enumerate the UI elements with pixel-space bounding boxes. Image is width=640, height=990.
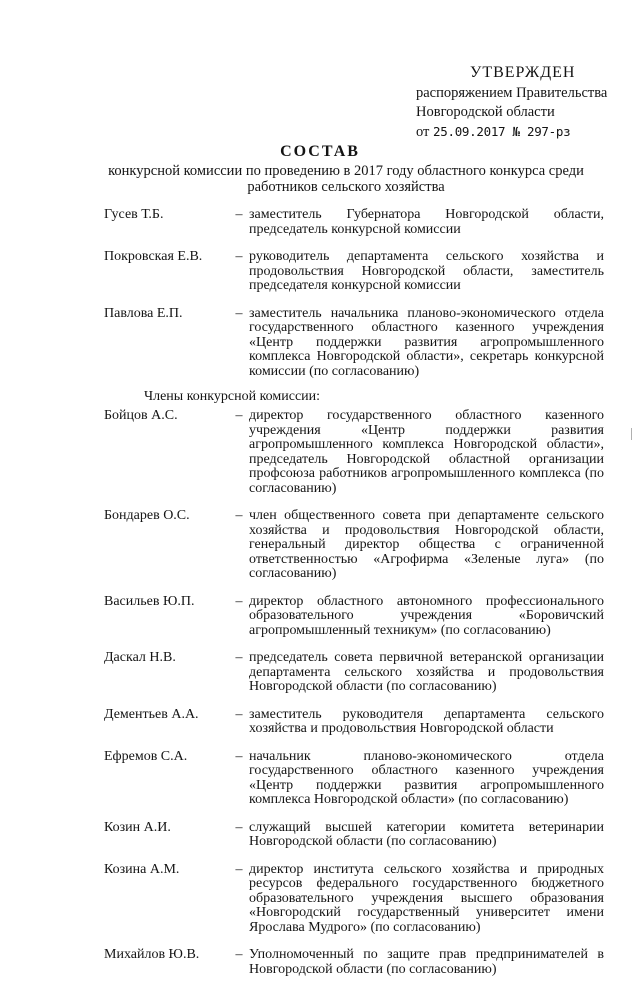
member-role: директор областного автономного профессионального образовательного учреждения «Боровичский агропромышленный техникум» (по согласованию) xyxy=(249,593,604,638)
member-name: Бойцов А.С. xyxy=(104,408,178,423)
member-row xyxy=(104,708,604,737)
approval-line-2: Новгородской области xyxy=(416,103,555,120)
member-role: директор института сельского хозяйства и природных ресурсов федерального государственного бюджетного образовательного учреждения высшего образования «Новгородский государственный университет имени Ярослава Мудрого» (по согласованию) xyxy=(249,861,604,935)
member-row xyxy=(104,409,604,496)
member-dash: – xyxy=(235,650,243,665)
member-dash: – xyxy=(235,408,243,423)
member-name: Михайлов Ю.В. xyxy=(104,947,200,962)
commission-list xyxy=(104,208,604,990)
member-row xyxy=(104,750,604,808)
member-name: Гусев Т.Б. xyxy=(104,207,164,222)
approval-block xyxy=(416,62,626,143)
approval-title: УТВЕРЖДЕН xyxy=(470,64,576,81)
member-role: заместитель руководителя департамента сельского хозяйства и продовольствия Новгородской области xyxy=(249,706,604,736)
member-name: Даскал Н.В. xyxy=(104,650,176,665)
approval-date-prefix: от xyxy=(416,124,430,140)
member-name: Васильев Ю.П. xyxy=(104,593,195,609)
member-name: Бондарев О.С. xyxy=(104,508,190,523)
member-row xyxy=(104,948,604,977)
member-name: Козин А.И. xyxy=(104,819,171,835)
document-subtitle: конкурсной комиссии по проведению в 2017 году областного конкурса среди работников сельского хозяйства xyxy=(108,163,584,195)
approval-line-1: распоряжением Правительства xyxy=(416,85,608,101)
scan-margin-mark xyxy=(631,428,632,440)
members-heading: Члены конкурсной комиссии: xyxy=(144,389,321,404)
member-dash: – xyxy=(235,305,243,321)
approval-date xyxy=(416,121,626,143)
member-role: председатель совета первичной ветеранской организации департамента сельского хозяйства и продовольствия Новгородской области (по согласованию) xyxy=(249,650,604,694)
member-row xyxy=(104,863,604,936)
document-title: СОСТАВ xyxy=(280,143,360,160)
member-role: заместитель Губернатора Новгородской области, председатель конкурсной комиссии xyxy=(249,207,604,237)
member-dash: – xyxy=(235,861,243,877)
member-row xyxy=(104,250,604,294)
member-row xyxy=(104,821,604,850)
member-row xyxy=(104,595,604,639)
member-dash: – xyxy=(235,593,243,609)
member-role: директор государственного областного казенного учреждения «Центр поддержки развития агропромышленного комплекса Новгородской области», председатель Новгородской областной организации профсоюза работников агропромышленного комплекса (по согласованию) xyxy=(249,408,604,496)
member-dash: – xyxy=(235,947,243,962)
member-role: руководитель департамента сельского хозяйства и продовольствия Новгородской области, заместитель председателя конкурсной комиссии xyxy=(249,249,604,293)
member-dash: – xyxy=(235,508,243,523)
member-role: Уполномоченный по защите прав предпринимателей в Новгородской области (по согласованию) xyxy=(249,947,604,977)
member-dash: – xyxy=(235,207,243,222)
member-row xyxy=(104,509,604,582)
member-role: служащий высшей категории комитета ветеринарии Новгородской области (по согласованию) xyxy=(249,819,604,849)
member-dash: – xyxy=(235,706,243,722)
member-name: Ефремов С.А. xyxy=(104,748,188,764)
member-name: Покровская Е.В. xyxy=(104,249,203,264)
member-row xyxy=(104,307,604,380)
member-role: член общественного совета при департаменте сельского хозяйства и продовольствия Новгородской области, генеральный директор общества с ограниченной ответственностью «Агрофирма «Зеленые луга» (по согласованию) xyxy=(249,508,604,581)
member-name: Дементьев А.А. xyxy=(104,706,199,722)
member-dash: – xyxy=(235,819,243,835)
member-dash: – xyxy=(235,748,243,764)
member-role: начальник планово-экономического отдела государственного областного казенного учреждения «Центр поддержки развития агропромышленного комплекса Новгородской области» (по согласованию) xyxy=(249,748,604,807)
member-role: заместитель начальника планово-экономического отдела государственного областного казенного учреждения «Центр поддержки развития агропромышленного комплекса Новгородской области», секретарь конкурсной комиссии (по согласованию) xyxy=(249,305,604,379)
member-row xyxy=(104,651,604,695)
approval-date-value: 25.09.2017 № 297-рз xyxy=(433,124,571,139)
member-name: Козина А.М. xyxy=(104,861,180,877)
member-dash: – xyxy=(235,249,243,264)
member-row xyxy=(104,208,604,237)
member-name: Павлова Е.П. xyxy=(104,305,183,321)
